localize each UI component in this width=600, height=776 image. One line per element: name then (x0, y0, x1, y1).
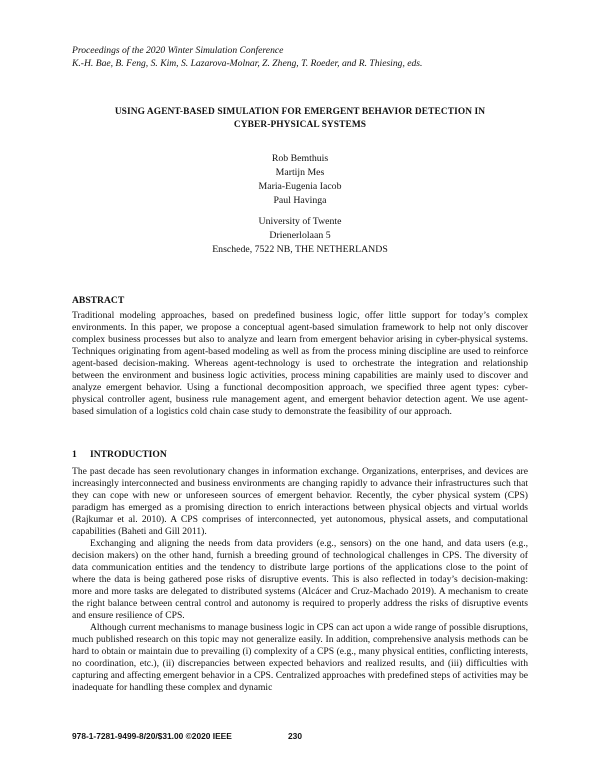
paragraph: The past decade has seen revolutionary changes in information exchange. Organizations, enterprises, and devices are increasingly interconnected and business environments are changing rapidly to advance their infrastructures such that they can cope with new or unforeseen sources of emergent behavior. Recently, the cyber physical system (CPS) paradigm has emerged as a promising direction to enrich interactions between physical objects and virtual worlds (Rajkumar et al. 2010). A CPS comprises of interconnected, yet autonomous, physical assets, and computational capabilities (Baheti and Gill 2011). (72, 466, 528, 537)
author-name: Maria-Eugenia Iacob (258, 181, 342, 192)
author-name: Martijn Mes (275, 167, 325, 178)
introduction-body (72, 466, 528, 694)
affiliation-line: Drienerlolaan 5 (269, 230, 331, 241)
proceedings-header (72, 44, 422, 70)
affiliation-line: University of Twente (258, 216, 342, 227)
author-list (72, 152, 528, 208)
abstract-heading: ABSTRACT (72, 295, 125, 306)
editors-line: K.-H. Bae, B. Feng, S. Kim, S. Lazarova-Molnar, Z. Zheng, T. Roeder, and R. Thiesing, eds. (72, 58, 423, 69)
paper-title (72, 106, 528, 132)
section-title: INTRODUCTION (90, 449, 167, 460)
proceedings-line: Proceedings of the 2020 Winter Simulation Conference (72, 45, 284, 56)
paragraph: Although current mechanisms to manage business logic in CPS can act upon a wide range of possible disruptions, much published research on this topic may not generalize easily. In addition, comprehensive analysis methods can be hard to obtain or maintain due to prevailing (i) complexity of a CPS (e.g., many physical entities, conflicting interests, no coordination, etc.), (ii) discrepancies between expected behaviors and realized results, and (iii) difficulties with capturing and affecting emergent behavior in a CPS. Centralized approaches with predefined steps of activities may be inadequate for handling these complex and dynamic (72, 622, 528, 693)
page-number: 230 (288, 731, 302, 741)
title-line-2: CYBER-PHYSICAL SYSTEMS (233, 120, 367, 130)
paragraph: Exchanging and aligning the needs from data providers (e.g., sensors) on the one hand, and data users (e.g., decision makers) on the other hand, furnish a breeding ground of technological challenges in CPS. The diversity of data communication entities and the tendency to distribute large portions of the applications close to the point of where the data is being gathered pose risks of disruptive events. This is also reflected in today’s decision-making: more and more tasks are delegated to distributed systems (Alcácer and Cruz-Machado 2019). A mechanism to create the right balance between central control and autonomy is required to properly address the risks of disruptive events and ensure resilience of CPS. (72, 538, 528, 621)
abstract-text: Traditional modeling approaches, based on predefined business logic, offer little support for today’s complex environments. In this paper, we propose a conceptual agent-based simulation framework to help not only discover complex business processes but also to analyze and learn from emergent behavior arising in cyber-physical systems. Techniques originating from agent-based modeling as well as from the process mining discipline are used to reinforce agent-based decision-making. Whereas agent-technology is used to orchestrate the integration and relationship between the environment and business logic activities, process mining capabilities are mainly used to discover and analyze emergent behavior. Using a functional decomposition approach, we specified three agent types: cyber-physical controller agent, business rule management agent, and emergent behavior detection agent. We use agent-based simulation of a logistics cold chain case study to demonstrate the feasibility of our approach. (72, 310, 528, 417)
section-number: 1 (72, 449, 77, 460)
author-name: Rob Bemthuis (271, 153, 329, 164)
title-line-1: USING AGENT-BASED SIMULATION FOR EMERGENT BEHAVIOR DETECTION IN (114, 107, 486, 117)
affiliation (72, 215, 528, 257)
introduction-heading (72, 449, 167, 460)
affiliation-line: Enschede, 7522 NB, THE NETHERLANDS (212, 244, 388, 255)
author-name: Paul Havinga (273, 195, 327, 206)
isbn-copyright: 978-1-7281-9499-8/20/$31.00 ©2020 IEEE (72, 731, 232, 741)
